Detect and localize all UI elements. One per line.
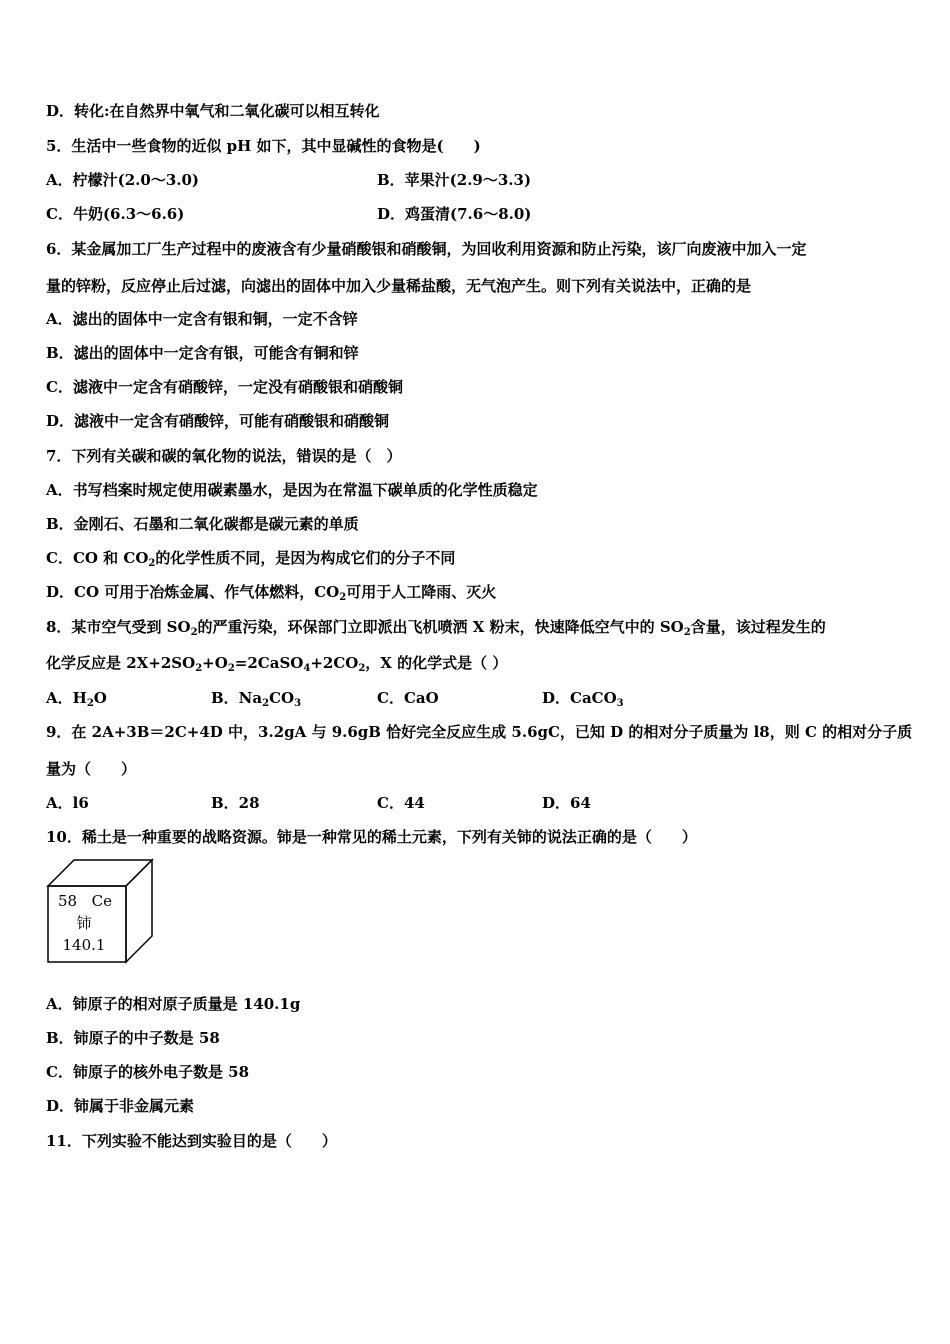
- q7-option-d: D．CO 可用于冶炼金属、作气体燃料，$CO_2$可用于人工降雨、灭火: [46, 583, 497, 603]
- q8-stem-line2: 化学反应是 $2X+2SO_2+O_2=2CaSO_4+2CO_2$，X 的化学式是（ ）: [46, 654, 508, 674]
- q6-stem-line2: 量的锌粉，反应停止后过滤，向滤出的固体中加入少量稀盐酸，无气泡产生。则下列有关说法中，正确的是: [46, 277, 752, 295]
- q9-stem-line2: 量为（ ）: [46, 760, 137, 778]
- element-symbol: Ce: [91, 892, 112, 910]
- q7-stem: 7．下列有关碳和碳的氧化物的说法，错误的是（ ）: [46, 447, 402, 465]
- element-atomic-mass: 140.1: [62, 936, 106, 954]
- q9-stem-line1: 9．在 2A+3B＝2C+4D 中，3.2gA 与 9.6gB 恰好完全反应生成 5.6gC，已知 D 的相对分子质量为 l8，则 C 的相对分子质: [46, 723, 913, 741]
- q6-option-c: C．滤液中一定含有硝酸锌，一定没有硝酸银和硝酸铜: [46, 378, 403, 396]
- element-cell-text: [48, 890, 120, 958]
- q10-option-b: B．铈原子的中子数是 58: [46, 1029, 220, 1047]
- q10-option-d: D．铈属于非金属元素: [46, 1097, 195, 1115]
- q8-option-d: D．CaCO$_3$: [542, 689, 624, 709]
- q6-option-d: D．滤液中一定含有硝酸锌，可能有硝酸银和硝酸铜: [46, 412, 390, 430]
- q4-option-d: D．转化:在自然界中氧气和二氧化碳可以相互转化: [46, 102, 380, 120]
- element-name: 铈: [76, 914, 92, 932]
- q7-option-b: B．金刚石、石墨和二氧化碳都是碳元素的单质: [46, 515, 359, 533]
- q7-option-a: A．书写档案时规定使用碳素墨水，是因为在常温下碳单质的化学性质稳定: [46, 481, 538, 499]
- q10-stem: 10．稀土是一种重要的战略资源。铈是一种常见的稀土元素，下列有关铈的说法正确的是（ ）: [46, 828, 697, 846]
- q10-option-c: C．铈原子的核外电子数是 58: [46, 1063, 250, 1081]
- q8-option-a: A．$H_2O$: [46, 689, 107, 709]
- q8-option-c: C．CaO: [377, 689, 439, 707]
- q9-option-b: B．28: [211, 794, 260, 812]
- q8-option-b: B．$Na_2CO_3$: [211, 689, 302, 709]
- q9-option-c: C．44: [377, 794, 425, 812]
- q7-option-c: C．CO 和 $CO_2$的化学性质不同，是因为构成它们的分子不同: [46, 549, 456, 569]
- q5-option-a: A．柠檬汁(2.0～3.0): [46, 171, 200, 189]
- q9-option-a: A．l6: [46, 794, 89, 812]
- q5-option-b: B．苹果汁(2.9～3.3): [377, 171, 532, 189]
- element-cell-cerium: [46, 858, 156, 964]
- element-atomic-number: 58: [58, 892, 78, 910]
- q10-option-a: A．铈原子的相对原子质量是 140.1g: [46, 995, 301, 1013]
- q5-option-c: C．牛奶(6.3～6.6): [46, 205, 185, 223]
- q6-option-a: A．滤出的固体中一定含有银和铜，一定不含锌: [46, 310, 358, 328]
- q6-stem-line1: 6．某金属加工厂生产过程中的废液含有少量硝酸银和硝酸铜，为回收利用资源和防止污染，该厂向废液中加入一定: [46, 240, 807, 258]
- q6-option-b: B．滤出的固体中一定含有银，可能含有铜和锌: [46, 344, 359, 362]
- q8-stem-line1: 8．某市空气受到 $SO_2$的严重污染，环保部门立即派出飞机喷洒 X 粉末，快速降低空气中的 $SO_2$含量，该过程发生的: [46, 618, 826, 638]
- q9-option-d: D．64: [542, 794, 591, 812]
- q5-stem: 5．生活中一些食物的近似 pH 如下，其中显碱性的食物是( ): [46, 137, 481, 155]
- q5-option-d: D．鸡蛋清(7.6～8.0): [377, 205, 532, 223]
- q11-stem: 11．下列实验不能达到实验目的是（ ）: [46, 1132, 337, 1150]
